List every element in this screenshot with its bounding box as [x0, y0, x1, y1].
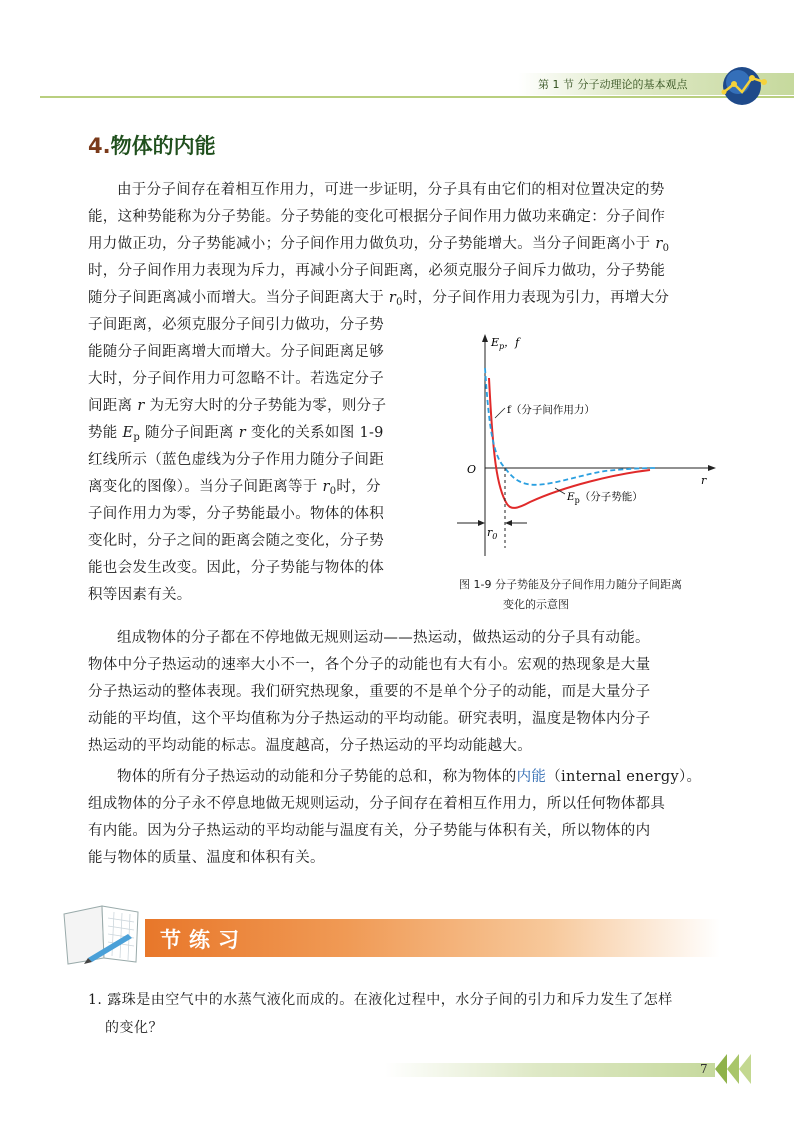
text-line: 红线所示（蓝色虚线为分子作用力随分子间距 [88, 452, 384, 468]
text-line: 分子热运动的整体表现。我们研究热现象，重要的不是单个分子的动能，而是大量分子 [88, 684, 651, 700]
figure-caption-line2: 变化的示意图 [503, 598, 569, 611]
text-line: 大时，分子间作用力可忽略不计。若选定分子 [88, 371, 384, 387]
figure-caption-line1: 图 1-9 分子势能及分子间作用力随分子间距离 [459, 578, 682, 591]
var-r: r [322, 479, 330, 495]
y-axis-arrow [482, 334, 488, 342]
text-line: 积等因素有关。 [88, 587, 192, 603]
subscript: 0 [662, 243, 670, 254]
text-line [88, 286, 669, 308]
text-span: 随分子间距离减小而增大。当分子间距离大于 [88, 290, 384, 306]
subscript: 0 [396, 297, 403, 308]
page-number: 7 [700, 1062, 708, 1076]
text-span: 为无穷大时的分子势能为零，则分子 [149, 398, 387, 414]
footer-band [385, 1063, 715, 1077]
text-line [88, 232, 669, 254]
text-span: 用力做正功，分子势能减小；分子间作用力做负功，分子势能增大。当分子间距离小于 [88, 236, 651, 252]
subscript: p [133, 432, 141, 443]
ep-label: $E_p$（分子势能） [567, 491, 643, 505]
text-span: 物体的所有分子热运动的动能和分子势能的总和，称为物体的 [117, 769, 517, 785]
x-axis-label: r [701, 474, 707, 487]
text-line: 能，这种势能称为分子势能。分子势能的变化可根据分子间作用力做功来确定：分子间作 [88, 209, 666, 225]
text-line [88, 421, 384, 443]
notebook-pencil-icon [58, 900, 148, 968]
question-1-line1: 1. 露珠是由空气中的水蒸气液化而成的。在液化过程中，水分子间的引力和斥力发生了怎样 [88, 992, 673, 1008]
page-arrows-icon [713, 1052, 753, 1086]
text-line: 物体中分子热运动的速率大小不一，各个分子的动能也有大有小。宏观的热现象是大量 [88, 657, 651, 673]
x-axis-arrow [708, 465, 716, 471]
text-line: 能随分子间距离增大而增大。分子间距离足够 [88, 344, 384, 360]
r0-arrowhead-right [505, 520, 512, 526]
text-span: 离变化的图像）。当分子间距离等于 [88, 479, 318, 495]
text-line: 能也会发生改变。因此，分子势能与物体的体 [88, 560, 384, 576]
var-e: E [122, 425, 134, 441]
section-number: 4. [88, 134, 111, 158]
force-label-leader [495, 408, 505, 418]
subscript: 0 [329, 486, 337, 497]
text-span: 势能 [88, 425, 118, 441]
molecule-logo-icon [718, 62, 770, 108]
text-line: 子间作用力为零，分子势能最小。物体的体积 [88, 506, 384, 522]
question-1-line2: 的变化？ [105, 1020, 163, 1036]
text-span: 变化的关系如图 1-9 [250, 425, 384, 441]
r0-arrowhead-left [478, 520, 485, 526]
text-line: 组成物体的分子都在不停地做无规则运动——热运动，做热运动的分子具有动能。 [117, 630, 650, 646]
force-curve [485, 368, 655, 485]
figure-1-9-diagram [455, 328, 725, 563]
text-line: 时，分子间作用力表现为斥力，再减小分子间距离，必须克服分子间斥力做功，分子势能 [88, 263, 666, 279]
text-line: 有内能。因为分子热运动的平均动能与温度有关，分子势能与体积有关，所以物体的内 [88, 823, 651, 839]
text-line: 能与物体的质量、温度和体积有关。 [88, 850, 325, 866]
keyword-internal-energy: 内能 [516, 769, 547, 785]
var-r: r [137, 398, 145, 414]
text-line: 变化时，分子之间的距离会随之变化，分子势 [88, 533, 384, 549]
text-line: 子间距离，必须克服分子间引力做功，分子势 [88, 317, 384, 333]
text-span: 随分子间距离 [145, 425, 234, 441]
var-r: r [238, 425, 247, 441]
text-span: （internal energy）。 [546, 769, 702, 785]
text-line: 热运动的平均动能的标志。温度越高，分子热运动的平均动能越大。 [88, 738, 532, 754]
running-header: 第 1 节 分子动理论的基本观点 [538, 78, 688, 91]
text-line [88, 475, 381, 497]
text-line: 由于分子间存在着相互作用力，可进一步证明，分子具有由它们的相对位置决定的势 [117, 182, 665, 198]
header-rule [40, 96, 794, 98]
text-line [117, 765, 701, 786]
text-span: 时，分 [336, 479, 381, 495]
var-r: r [655, 236, 663, 252]
var-r: r [388, 290, 397, 306]
section-title-text: 物体的内能 [110, 134, 216, 158]
text-line: 组成物体的分子永不停息地做无规则运动，分子间存在着相互作用力，所以任何物体都具 [88, 796, 666, 812]
y-axis-label: $E_p$，f [491, 336, 520, 351]
text-span: 时，分子间作用力表现为引力，再增大分 [402, 290, 670, 306]
force-label: f（分子间作用力） [507, 404, 595, 416]
text-span: 间距离 [88, 398, 133, 414]
text-line: 动能的平均值，这个平均值称为分子热运动的平均动能。研究表明，温度是物体内分子 [88, 711, 651, 727]
r0-label: $r_0$ [487, 526, 498, 541]
exercise-title: 节练习 [160, 928, 247, 952]
text-line [88, 394, 386, 415]
origin-label: O [467, 463, 477, 476]
potential-energy-curve [489, 378, 650, 508]
section-title [88, 130, 216, 160]
